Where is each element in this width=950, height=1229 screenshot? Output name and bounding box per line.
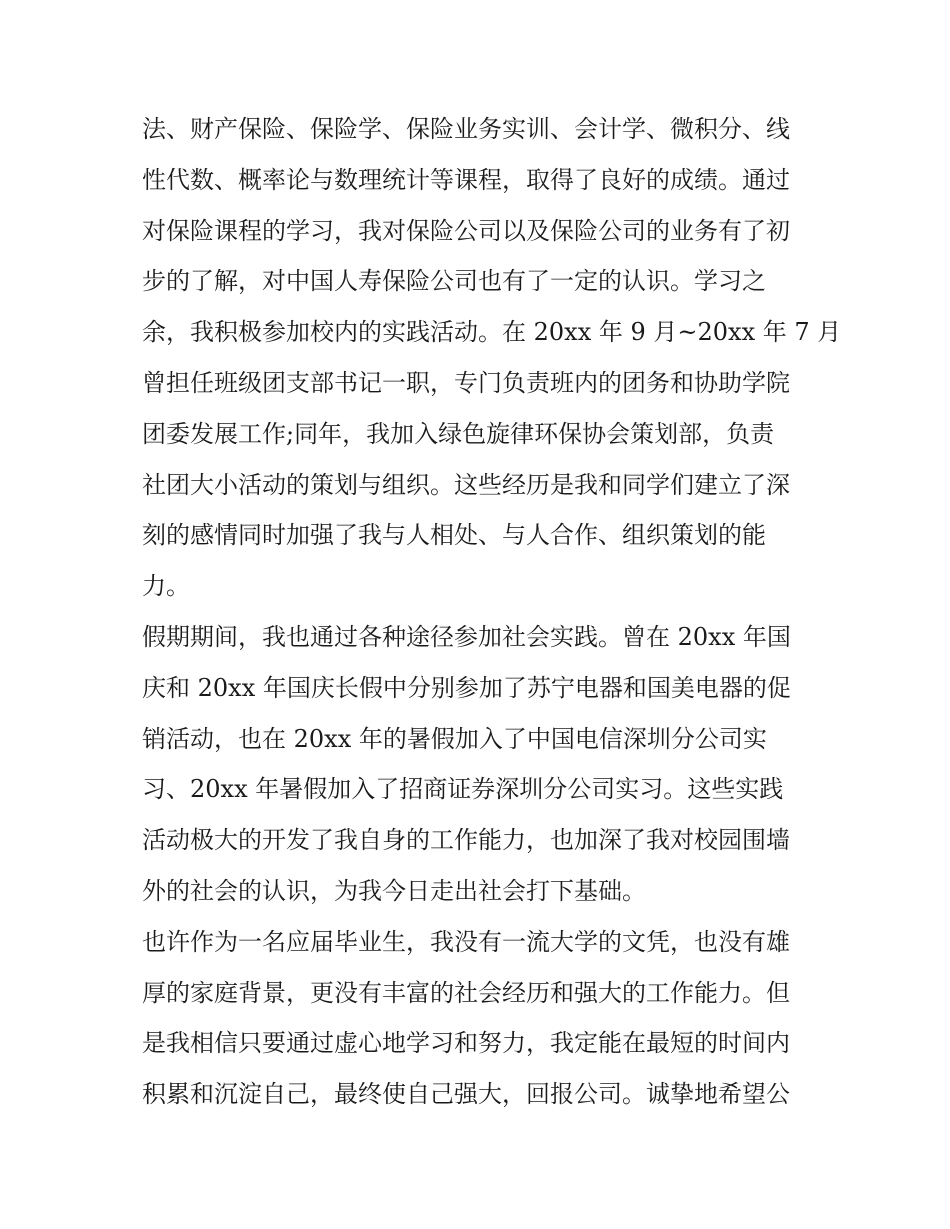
text-line: 曾担任班级团支部书记一职，专门负责班内的团务和协助学院: [142, 368, 790, 397]
text-line: 假期期间，我也通过各种途径参加社会实践。曾在 20xx 年国: [142, 622, 791, 651]
text-line: 积累和沉淀自己，最终使自己强大，回报公司。诚挚地希望公: [142, 1080, 790, 1109]
body-text: [142, 104, 842, 1120]
text-line: 步的了解，对中国人寿保险公司也有了一定的认识。学习之: [142, 267, 766, 296]
text-line: 团委发展工作;同年，我加入绿色旋律环保协会策划部，负责: [142, 419, 775, 448]
text-line: 对保险课程的学习，我对保险公司以及保险公司的业务有了初: [142, 216, 790, 245]
text-line: 社团大小活动的策划与组织。这些经历是我和同学们建立了深: [142, 470, 790, 499]
text-line: 是我相信只要通过虚心地学习和努力，我定能在最短的时间内: [142, 1029, 790, 1058]
text-line: 销活动，也在 20xx 年的暑假加入了中国电信深圳分公司实: [142, 724, 767, 753]
text-line: 余，我积极参加校内的实践活动。在 20xx 年 9 月~20xx 年 7 月: [142, 318, 842, 347]
text-line: 力。: [142, 572, 190, 601]
text-line: 习、20xx 年暑假加入了招商证券深圳分公司实习。这些实践: [142, 775, 784, 804]
text-line: 法、财产保险、保险学、保险业务实训、会计学、微积分、线: [142, 115, 790, 143]
text-line: 厚的家庭背景，更没有丰富的社会经历和强大的工作能力。但: [142, 978, 790, 1007]
text-line: 刻的感情同时加强了我与人相处、与人合作、组织策划的能: [142, 521, 766, 550]
text-line: 外的社会的认识，为我今日走出社会打下基础。: [142, 876, 646, 905]
text-line: 性代数、概率论与数理统计等课程，取得了良好的成绩。通过: [142, 165, 790, 194]
text-line: 也许作为一名应届毕业生，我没有一流大学的文凭，也没有雄: [142, 927, 790, 956]
text-line: 活动极大的开发了我自身的工作能力，也加深了我对校园围墙: [142, 826, 790, 855]
text-line: 庆和 20xx 年国庆长假中分别参加了苏宁电器和国美电器的促: [142, 673, 791, 702]
